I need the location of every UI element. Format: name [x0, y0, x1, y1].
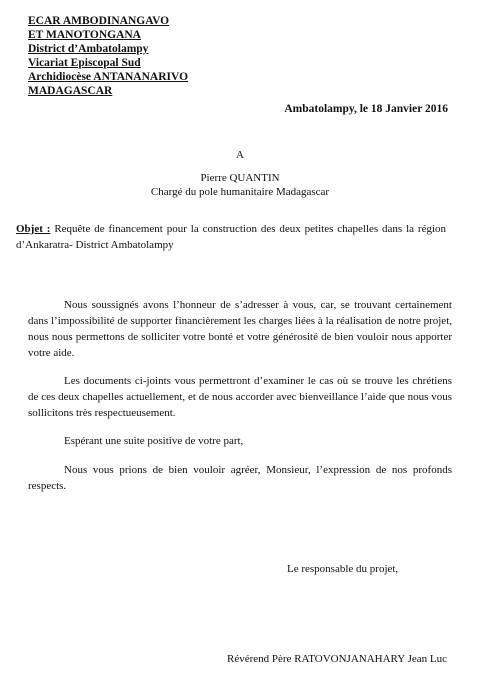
subject-text: Requête de financement pour la construction des deux petites chapelles dans la région d’Ankaratra- District Ambatolampy [16, 223, 447, 251]
sender-address-block [28, 14, 188, 98]
sender-line: Archidiocèse ANTANANARIVO [28, 71, 189, 83]
body-paragraph: Espérant une suite positive de votre part, [64, 435, 244, 447]
signatory-name: Révérend Père RATOVONJANAHARY Jean Luc [227, 653, 447, 665]
sender-line: District d’Ambatolampy [28, 43, 149, 55]
letter-body [28, 297, 452, 494]
recipient-title: Chargé du pole humanitaire Madagascar [150, 186, 330, 198]
subject-line [16, 221, 446, 253]
letter-date: Ambatolampy, le 18 Janvier 2016 [284, 103, 448, 115]
sender-line: Vicariat Episcopal Sud [28, 57, 141, 69]
recipient-name: Pierre QUANTIN [200, 172, 280, 184]
recipient-block [0, 148, 480, 199]
sender-line: ECAR AMBODINANGAVO [28, 15, 170, 27]
body-paragraph: Nous vous prions de bien vouloir agréer, Monsieur, l’expression de nos profonds respects. [28, 464, 452, 492]
closing-line: Le responsable du projet, [287, 563, 399, 575]
subject-label: Objet : [16, 223, 51, 235]
body-paragraph: Nous soussignés avons l’honneur de s’adresser à vous, car, se trouvant certainement dans l’impossibilité de supporter financièrement les charges liées à la réalisation de notre projet, nous nous permettons de solliciter votre bonté et votre générosité de bien vouloir nous apporter votre aide. [28, 299, 452, 359]
recipient-prefix: A [236, 149, 244, 161]
sender-line: MADAGASCAR [28, 85, 113, 97]
sender-line: ET MANOTONGANA [28, 29, 141, 41]
body-paragraph: Les documents ci-joints vous permettront d’examiner le cas où se trouve les chrétiens de ces deux chapelles actuellement, et de nous accorder avec bienveillance l’aide que nous vous sollicitons très respectueusement. [28, 375, 452, 419]
